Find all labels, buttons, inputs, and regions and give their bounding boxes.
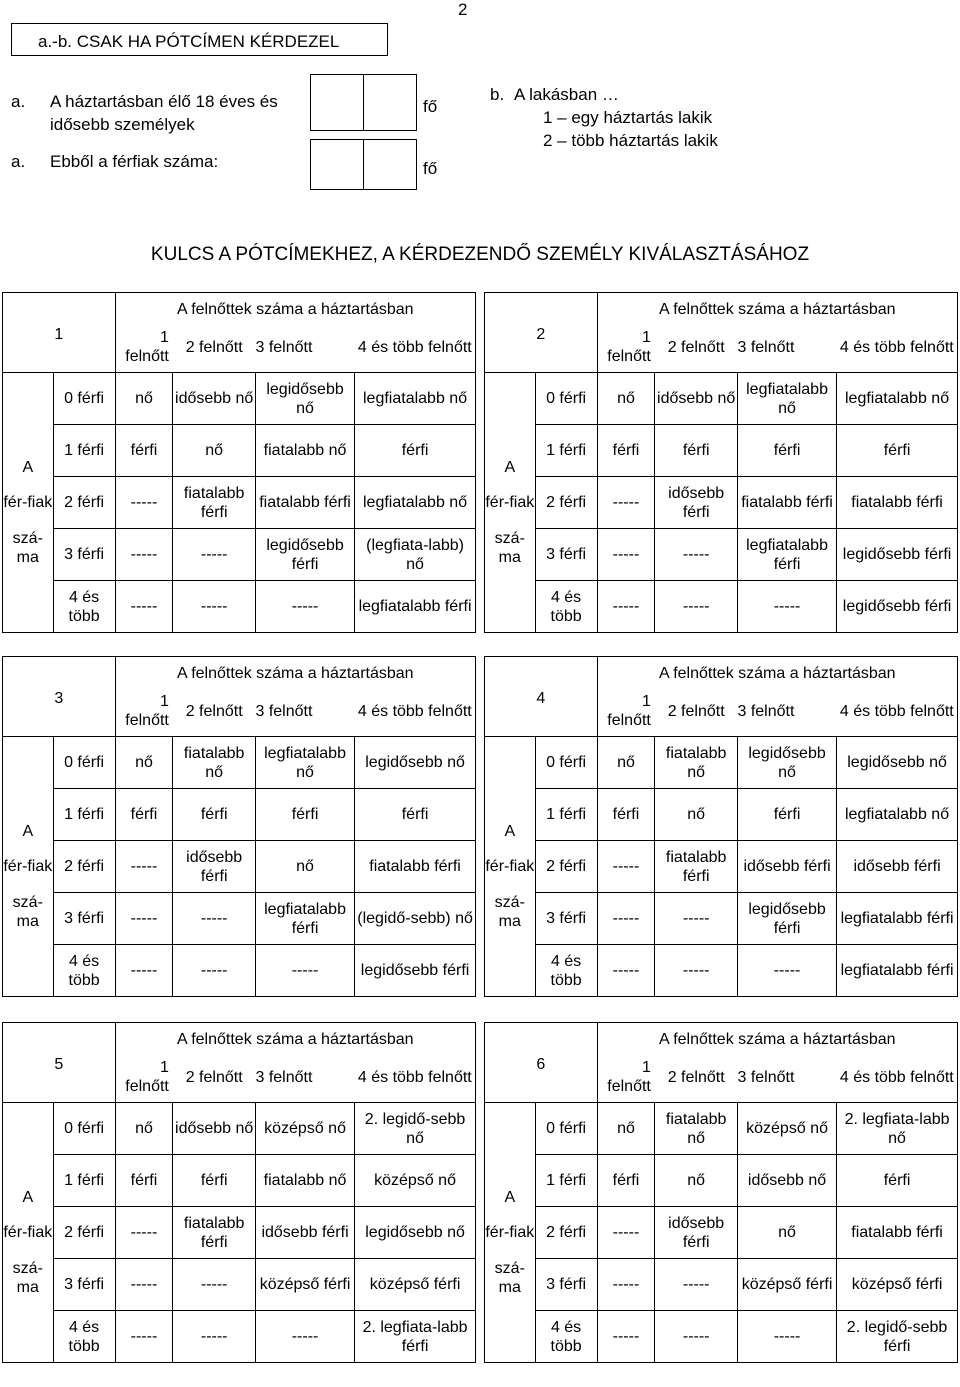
- col-header: 3 felnőtt: [255, 338, 313, 356]
- cell: legfiatalabb nő: [737, 373, 836, 425]
- side-label: A: [485, 789, 536, 841]
- cell: fiatalabb nő: [655, 737, 738, 789]
- cell: nő: [255, 841, 354, 893]
- cell: legfiatalabb nő: [255, 737, 354, 789]
- cell: -----: [597, 1311, 655, 1363]
- row-header: 1 férfi: [535, 789, 597, 841]
- table-number: 2: [485, 293, 598, 373]
- cell: nő: [597, 1103, 655, 1155]
- cell: -----: [737, 945, 836, 997]
- cell: idősebb férfi: [173, 841, 256, 893]
- row-header: 1 férfi: [53, 789, 115, 841]
- cell: fiatalabb nő: [173, 737, 256, 789]
- cell: -----: [597, 841, 655, 893]
- col-header: 3 felnőtt: [737, 338, 795, 356]
- side-label: szá-ma: [3, 529, 54, 581]
- cell: idősebb nő: [655, 373, 738, 425]
- cell: legfiatalabb férfi: [255, 893, 354, 945]
- cell: -----: [597, 477, 655, 529]
- side-label: szá-ma: [3, 893, 54, 945]
- table-number: 4: [485, 657, 598, 737]
- row-header: 0 férfi: [53, 737, 115, 789]
- cell: -----: [115, 1311, 173, 1363]
- q-b-text: A lakásban …: [514, 85, 619, 104]
- cell: idősebb férfi: [837, 841, 958, 893]
- cell: -----: [597, 945, 655, 997]
- side-label: fér-fiak: [485, 1207, 536, 1259]
- col-header: 1 felnőtt: [125, 693, 169, 730]
- row-header: 2 férfi: [535, 841, 597, 893]
- q-a2-label: a.: [11, 152, 26, 171]
- digit-box[interactable]: [310, 74, 364, 131]
- col-header: 1 felnőtt: [125, 329, 169, 366]
- cell: -----: [115, 1259, 173, 1311]
- adults-header: A felnőttek száma a háztartásban: [597, 657, 957, 687]
- q-b-option[interactable]: 2 – több háztartás lakik: [543, 131, 718, 150]
- cell: -----: [115, 529, 173, 581]
- side-label: [485, 373, 536, 425]
- digit-box[interactable]: [363, 74, 417, 131]
- side-label: [3, 737, 54, 789]
- adults-header: A felnőttek száma a háztartásban: [115, 657, 475, 687]
- cell: -----: [655, 1259, 738, 1311]
- digit-box[interactable]: [363, 139, 417, 190]
- col-header: 1 felnőtt: [607, 329, 651, 366]
- side-label: A: [3, 1155, 54, 1207]
- cell: -----: [115, 581, 173, 633]
- row-header: 2 férfi: [535, 1207, 597, 1259]
- q-a1-label: a.: [11, 92, 26, 111]
- row-header: 3 férfi: [535, 1259, 597, 1311]
- row-header: 0 férfi: [53, 1103, 115, 1155]
- cell: -----: [655, 893, 738, 945]
- cell: fiatalabb férfi: [173, 477, 256, 529]
- cell: férfi: [173, 1155, 256, 1207]
- cell: -----: [115, 841, 173, 893]
- col-header: 3 felnőtt: [255, 1068, 313, 1086]
- cell: fiatalabb férfi: [837, 477, 958, 529]
- cell: idősebb férfi: [655, 477, 738, 529]
- cell: középső nő: [355, 1155, 476, 1207]
- cell: -----: [115, 477, 173, 529]
- side-label: [3, 373, 54, 425]
- cell: 2. legidő-sebb nő: [355, 1103, 476, 1155]
- row-header: 3 férfi: [535, 893, 597, 945]
- cell: legfiatalabb férfi: [355, 581, 476, 633]
- row-header: 4 és több: [53, 945, 115, 997]
- cell: -----: [655, 529, 738, 581]
- adults-header: A felnőttek száma a háztartásban: [597, 293, 957, 323]
- cell: (legfiata-labb) nő: [355, 529, 476, 581]
- row-header: 3 férfi: [535, 529, 597, 581]
- cell: férfi: [737, 789, 836, 841]
- cell: férfi: [173, 789, 256, 841]
- side-label: fér-fiak: [3, 477, 54, 529]
- side-label: A: [3, 425, 54, 477]
- adults-header: A felnőttek száma a háztartásban: [597, 1023, 957, 1053]
- row-header: 2 férfi: [535, 477, 597, 529]
- cell: legidősebb férfi: [737, 893, 836, 945]
- cell: -----: [655, 1311, 738, 1363]
- row-header: 1 férfi: [53, 1155, 115, 1207]
- side-label: [3, 945, 54, 997]
- side-label: [3, 1103, 54, 1155]
- cell: -----: [115, 1207, 173, 1259]
- cell: férfi: [597, 425, 655, 477]
- cell: fiatalabb férfi: [737, 477, 836, 529]
- row-header: 0 férfi: [535, 373, 597, 425]
- key-table: [484, 656, 958, 997]
- adults-header: A felnőttek száma a háztartásban: [115, 1023, 475, 1053]
- cell: fiatalabb férfi: [837, 1207, 958, 1259]
- side-label: [485, 581, 536, 633]
- cell: férfi: [115, 1155, 173, 1207]
- side-label: [485, 1103, 536, 1155]
- cell: -----: [255, 1311, 354, 1363]
- cell: legidősebb férfi: [355, 945, 476, 997]
- cell: férfi: [355, 425, 476, 477]
- cell: legidősebb nő: [737, 737, 836, 789]
- row-header: 4 és több: [535, 1311, 597, 1363]
- cell: nő: [597, 737, 655, 789]
- cell: idősebb férfi: [737, 841, 836, 893]
- row-header: 4 és több: [535, 581, 597, 633]
- side-label: [3, 581, 54, 633]
- cell: középső férfi: [255, 1259, 354, 1311]
- side-label: szá-ma: [485, 1259, 536, 1311]
- cell: 2. legfiata-labb nő: [837, 1103, 958, 1155]
- cell: nő: [655, 1155, 738, 1207]
- cell: középső férfi: [737, 1259, 836, 1311]
- cell: fiatalabb férfi: [173, 1207, 256, 1259]
- cell: fiatalabb férfi: [355, 841, 476, 893]
- cell: idősebb férfi: [655, 1207, 738, 1259]
- cell: -----: [173, 1259, 256, 1311]
- cell: legfiatalabb nő: [355, 373, 476, 425]
- table-number: 3: [3, 657, 116, 737]
- cell: -----: [173, 581, 256, 633]
- key-table: [2, 656, 476, 997]
- row-header: 4 és több: [53, 581, 115, 633]
- col-header: 2 felnőtt: [185, 702, 243, 720]
- cell: férfi: [737, 425, 836, 477]
- cell: nő: [115, 1103, 173, 1155]
- row-header: 3 férfi: [53, 893, 115, 945]
- cell: legidősebb nő: [837, 737, 958, 789]
- col-header: 2 felnőtt: [667, 702, 725, 720]
- cell: legfiatalabb férfi: [837, 945, 958, 997]
- side-label: [3, 1311, 54, 1363]
- cell: 2. legidő-sebb férfi: [837, 1311, 958, 1363]
- col-header: 4 és több felnőtt: [355, 687, 476, 737]
- row-header: 1 férfi: [53, 425, 115, 477]
- side-label: fér-fiak: [485, 841, 536, 893]
- table-number: 1: [3, 293, 116, 373]
- col-header: 1 felnőtt: [125, 1059, 169, 1096]
- side-label: [485, 945, 536, 997]
- cell: -----: [255, 581, 354, 633]
- cell: idősebb nő: [173, 1103, 256, 1155]
- cell: legidősebb nő: [355, 737, 476, 789]
- q-b-option[interactable]: 1 – egy háztartás lakik: [543, 108, 713, 127]
- row-header: 4 és több: [535, 945, 597, 997]
- side-label: [485, 1311, 536, 1363]
- cell: -----: [255, 945, 354, 997]
- row-header: 4 és több: [53, 1311, 115, 1363]
- cell: -----: [115, 945, 173, 997]
- col-header: 2 felnőtt: [667, 338, 725, 356]
- col-header: 4 és több felnőtt: [355, 1053, 476, 1103]
- row-header: 1 férfi: [535, 425, 597, 477]
- cell: legfiatalabb férfi: [737, 529, 836, 581]
- side-label: [485, 737, 536, 789]
- page-number: 2: [458, 0, 468, 19]
- row-header: 2 férfi: [53, 841, 115, 893]
- cell: férfi: [597, 789, 655, 841]
- row-header: 2 férfi: [53, 477, 115, 529]
- cell: fiatalabb férfi: [255, 477, 354, 529]
- cell: -----: [597, 1207, 655, 1259]
- cell: (legidő-sebb) nő: [355, 893, 476, 945]
- cell: legfiatalabb nő: [355, 477, 476, 529]
- cell: középső férfi: [837, 1259, 958, 1311]
- cell: fiatalabb nő: [255, 1155, 354, 1207]
- cell: férfi: [255, 789, 354, 841]
- adults-header: A felnőttek száma a háztartásban: [115, 293, 475, 323]
- cell: -----: [597, 1259, 655, 1311]
- page-title: KULCS A PÓTCÍMEKHEZ, A KÉRDEZENDŐ SZEMÉLY KIVÁLASZTÁSÁHOZ: [150, 244, 810, 265]
- side-label: szá-ma: [3, 1259, 54, 1311]
- cell: nő: [655, 789, 738, 841]
- table-number: 6: [485, 1023, 598, 1103]
- col-header: 2 felnőtt: [185, 338, 243, 356]
- row-header: 3 férfi: [53, 1259, 115, 1311]
- row-header: 0 férfi: [53, 373, 115, 425]
- col-header: 3 felnőtt: [255, 702, 313, 720]
- cell: -----: [173, 1311, 256, 1363]
- cell: legidősebb férfi: [837, 581, 958, 633]
- row-header: 0 férfi: [535, 1103, 597, 1155]
- cell: férfi: [597, 1155, 655, 1207]
- cell: nő: [597, 373, 655, 425]
- side-label: fér-fiak: [485, 477, 536, 529]
- cell: férfi: [837, 425, 958, 477]
- cell: legfiatalabb nő: [837, 373, 958, 425]
- table-number: 5: [3, 1023, 116, 1103]
- q-a2-text: Ebből a férfiak száma:: [50, 152, 219, 171]
- q-b-label: b.: [490, 85, 505, 104]
- col-header: 4 és több felnőtt: [837, 323, 958, 373]
- cell: -----: [737, 1311, 836, 1363]
- key-table: [2, 292, 476, 633]
- cell: középső nő: [737, 1103, 836, 1155]
- cell: -----: [597, 529, 655, 581]
- cell: férfi: [355, 789, 476, 841]
- key-table: [2, 1022, 476, 1363]
- col-header: 1 felnőtt: [607, 693, 651, 730]
- cell: 2. legfiata-labb férfi: [355, 1311, 476, 1363]
- cell: legfiatalabb férfi: [837, 893, 958, 945]
- col-header: 3 felnőtt: [737, 1068, 795, 1086]
- key-table: [484, 1022, 958, 1363]
- key-table: [484, 292, 958, 633]
- side-label: A: [3, 789, 54, 841]
- cell: középső nő: [255, 1103, 354, 1155]
- cell: idősebb nő: [737, 1155, 836, 1207]
- cell: fiatalabb nő: [255, 425, 354, 477]
- cell: nő: [737, 1207, 836, 1259]
- cell: férfi: [655, 425, 738, 477]
- cell: idősebb nő: [173, 373, 256, 425]
- col-header: 2 felnőtt: [185, 1068, 243, 1086]
- cell: nő: [173, 425, 256, 477]
- side-label: fér-fiak: [3, 1207, 54, 1259]
- header-box: a.-b. CSAK HA PÓTCÍMEN KÉRDEZEL: [11, 23, 388, 56]
- row-header: 0 férfi: [535, 737, 597, 789]
- cell: -----: [173, 893, 256, 945]
- cell: középső férfi: [355, 1259, 476, 1311]
- col-header: 4 és több felnőtt: [355, 323, 476, 373]
- cell: -----: [655, 581, 738, 633]
- digit-box[interactable]: [310, 139, 364, 190]
- cell: legidősebb férfi: [837, 529, 958, 581]
- cell: legfiatalabb nő: [837, 789, 958, 841]
- cell: -----: [655, 945, 738, 997]
- cell: legidősebb nő: [355, 1207, 476, 1259]
- side-label: A: [485, 1155, 536, 1207]
- cell: nő: [115, 737, 173, 789]
- side-label: fér-fiak: [3, 841, 54, 893]
- cell: fiatalabb férfi: [655, 841, 738, 893]
- cell: fiatalabb nő: [655, 1103, 738, 1155]
- cell: legidősebb férfi: [255, 529, 354, 581]
- col-header: 2 felnőtt: [667, 1068, 725, 1086]
- q-a1-unit: fő: [423, 97, 438, 116]
- cell: -----: [597, 893, 655, 945]
- cell: férfi: [837, 1155, 958, 1207]
- cell: férfi: [115, 789, 173, 841]
- side-label: A: [485, 425, 536, 477]
- col-header: 3 felnőtt: [737, 702, 795, 720]
- col-header: 4 és több felnőtt: [837, 687, 958, 737]
- row-header: 3 férfi: [53, 529, 115, 581]
- cell: -----: [173, 945, 256, 997]
- side-label: szá-ma: [485, 529, 536, 581]
- col-header: 1 felnőtt: [607, 1059, 651, 1096]
- cell: nő: [115, 373, 173, 425]
- cell: -----: [597, 581, 655, 633]
- cell: idősebb férfi: [255, 1207, 354, 1259]
- col-header: 4 és több felnőtt: [837, 1053, 958, 1103]
- cell: legidősebb nő: [255, 373, 354, 425]
- q-a1-text: A háztartásban élő 18 éves és idősebb személyek: [50, 92, 278, 134]
- row-header: 2 férfi: [53, 1207, 115, 1259]
- cell: -----: [173, 529, 256, 581]
- row-header: 1 férfi: [535, 1155, 597, 1207]
- q-a2-unit: fő: [423, 159, 438, 178]
- side-label: szá-ma: [485, 893, 536, 945]
- cell: férfi: [115, 425, 173, 477]
- cell: -----: [737, 581, 836, 633]
- cell: -----: [115, 893, 173, 945]
